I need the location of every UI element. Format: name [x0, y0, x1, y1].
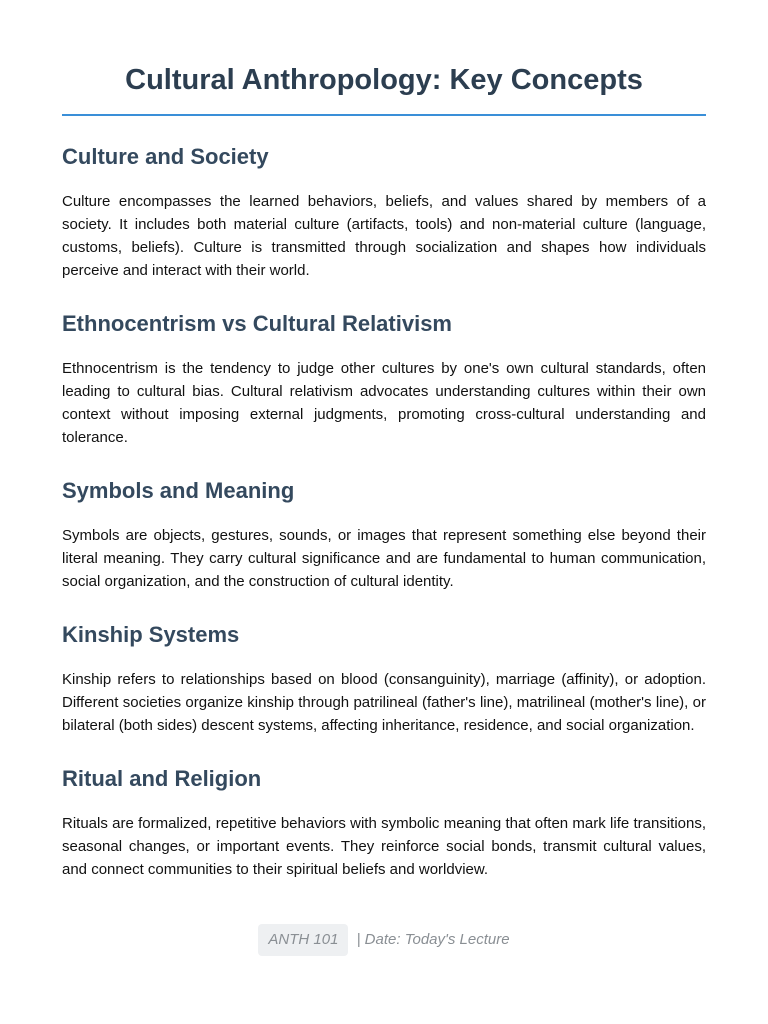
section-culture-and-society [62, 143, 706, 282]
section-heading: Culture and Society [62, 144, 269, 169]
section-heading: Ritual and Religion [62, 766, 262, 791]
section-heading: Symbols and Meaning [62, 478, 295, 503]
section-ethnocentrism [62, 310, 706, 449]
section-symbols-and-meaning [62, 477, 706, 593]
title-divider [62, 114, 706, 116]
section-paragraph: Symbols are objects, gestures, sounds, or images that represent something else beyond their literal meaning. They carry cultural significance and are fundamental to human communication, social organization, and the construction of cultural identity. [62, 527, 706, 590]
course-code-badge: ANTH 101 [258, 924, 348, 956]
section-paragraph: Ethnocentrism is the tendency to judge other cultures by one's own cultural standards, often leading to cultural bias. Cultural relativism advocates understanding cultures within their own context without imposing external judgments, promoting cross-cultural understanding and tolerance. [62, 360, 706, 446]
section-heading: Ethnocentrism vs Cultural Relativism [62, 311, 452, 336]
section-kinship-systems [62, 621, 706, 737]
page-title: Cultural Anthropology: Key Concepts [125, 64, 643, 96]
section-paragraph: Culture encompasses the learned behaviors, beliefs, and values shared by members of a society. It includes both material culture (artifacts, tools) and non-material culture (language, customs, beliefs). Culture is transmitted through socialization and shapes how individuals perceive and interact with their world. [62, 193, 706, 279]
section-ritual-and-religion [62, 765, 706, 881]
section-paragraph: Rituals are formalized, repetitive behaviors with symbolic meaning that often mark life transitions, seasonal changes, or important events. They reinforce social bonds, transmit cultural values, and connect communities to their spiritual beliefs and worldview. [62, 815, 706, 878]
section-heading: Kinship Systems [62, 622, 240, 647]
page-footer [0, 924, 768, 956]
footer-date-text: | Date: Today's Lecture [356, 931, 510, 948]
section-paragraph: Kinship refers to relationships based on blood (consanguinity), marriage (affinity), or adoption. Different societies organize kinship through patrilineal (father's line), matrilineal (mother's line), or bilateral (both sides) descent systems, affecting inheritance, residence, and social organization. [62, 671, 706, 734]
